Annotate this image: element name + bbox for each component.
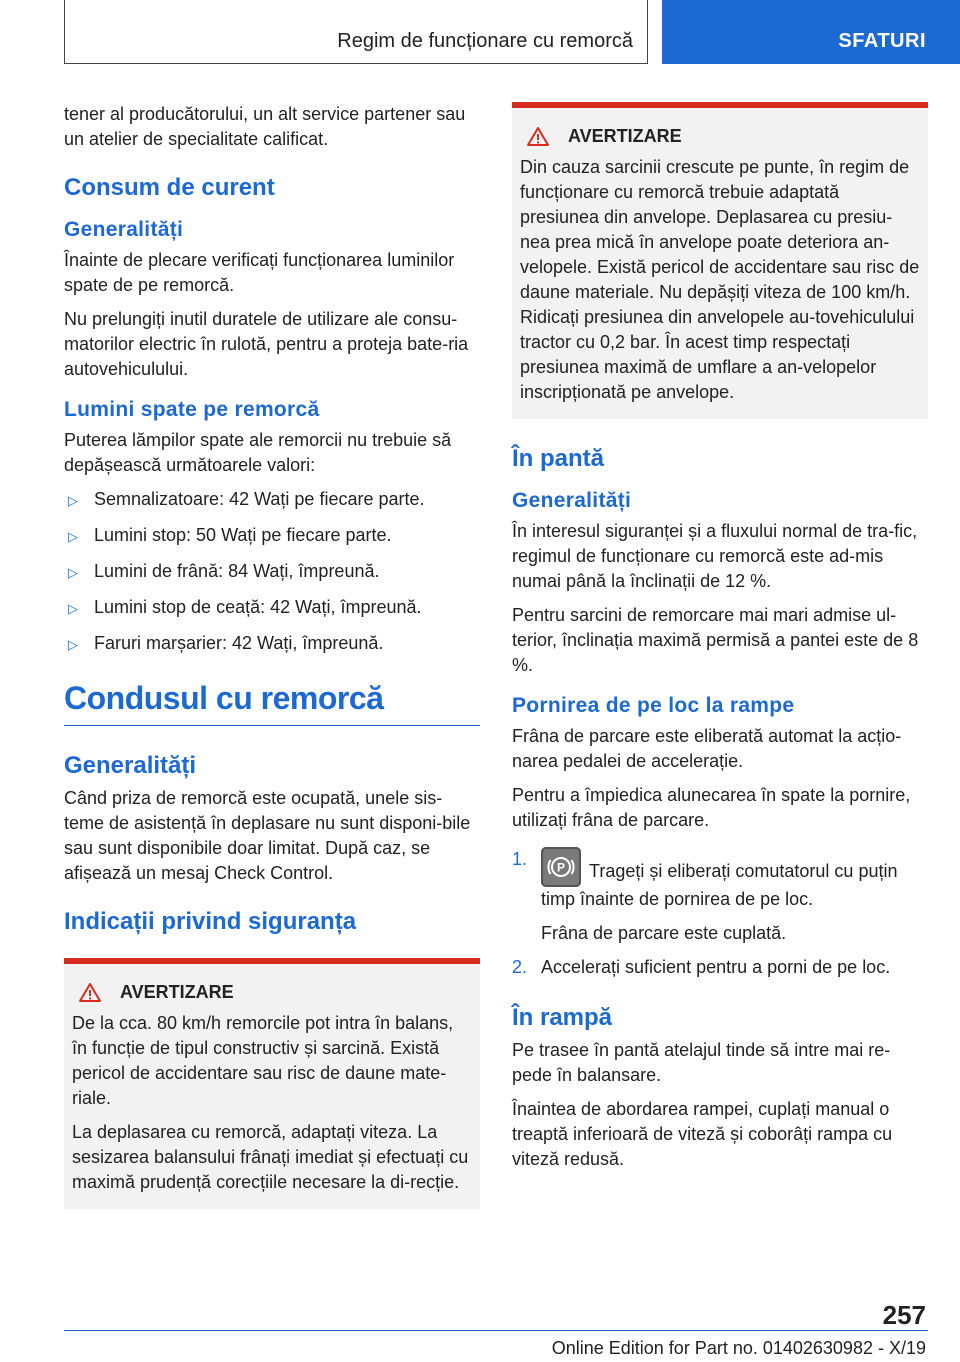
list-item: ▷ Lumini de frână: 84 Wați, împreună. <box>64 559 480 584</box>
heading-in-rampa: În rampă <box>512 1004 613 1031</box>
footer-edition: Online Edition for Part no. 01402630982 - X/19 <box>551 1338 926 1358</box>
heading-indicatii-siguranta: Indicații privind siguranța <box>64 908 357 935</box>
triangle-bullet-icon: ▷ <box>68 565 78 580</box>
list-item: ▷ Semnalizatoare: 42 Wați pe fiecare parte. <box>64 487 480 512</box>
parking-brake-switch-icon <box>541 847 581 887</box>
section-tab-label: SFATURI <box>838 30 926 52</box>
paragraph-rampa2: Înaintea de abordarea rampei, cuplați manual o treaptă inferioară de viteză și coborâți rampa cu viteză redusă. <box>512 1099 893 1169</box>
warning-title: AVERTIZARE <box>72 982 472 1003</box>
heading-condusul-cu-remorca: Condusul cu remorcă <box>64 680 480 726</box>
paragraph-lumini: Puterea lămpilor spate ale remorcii nu trebuie să depășească următoarele valori: <box>64 430 452 475</box>
heading-lumini-spate: Lumini spate pe remorcă <box>64 398 320 421</box>
paragraph-porn1: Frâna de parcare este eliberată automat la acțio-narea pedalei de accelerație. <box>512 726 902 771</box>
heading-pornirea-rampe: Pornirea de pe loc la rampe <box>512 694 795 717</box>
list-item: 1. P Trageți și eliberați comutatorul cu puțin timp înainte de pornirea de pe loc. Frâna de parcare este cuplată. <box>512 847 928 946</box>
intro-paragraph: tener al producătorului, un alt service partener sau un atelier de specialitate calificat. <box>64 104 466 149</box>
list-item: ▷ Lumini stop de ceață: 42 Wați, împreună. <box>64 595 480 620</box>
header-title-box <box>64 0 648 64</box>
steps-list <box>512 847 928 980</box>
paragraph-gen3a: În interesul siguranței și a fluxului normal de tra-fic, regimul de funcționare cu remorcă este ad-mis numai până la înclinații de 12 %. <box>512 521 918 591</box>
heading-generalitati-1: Generalități <box>64 218 184 241</box>
paragraph-porn2: Pentru a împiedica alunecarea în spate la pornire, utilizați frâna de parcare. <box>512 785 911 830</box>
heading-in-panta: În pantă <box>512 445 605 472</box>
header-section-tab[interactable] <box>662 0 960 64</box>
warning-box-left <box>64 958 480 1209</box>
triangle-bullet-icon: ▷ <box>68 637 78 652</box>
page-number: 257 <box>882 1300 926 1330</box>
step-number: 1. <box>512 849 528 869</box>
list-item: 2. Accelerați suficient pentru a porni de pe loc. <box>512 955 928 980</box>
warning-box-right <box>512 102 928 419</box>
warning-paragraph: Din cauza sarcinii crescute pe punte, în regim de funcționare cu remorcă trebuie adaptată presiunea din anvelope. Deplasarea cu presiu-nea prea mică în anvelope poate deteriora an-velopele. Există pericol de accidentare sau risc de daune materiale. Nu depășiți viteza de 100 km/h. Ridicați presiunea din anvelopele au-tovehiculului tractor cu 0,2 bar. În acest timp respectați presiunea maximă de umflare a an-velopelor inscripționată pe anvelope. <box>520 157 920 402</box>
left-column <box>64 102 480 1209</box>
heading-consum-curent: Consum de curent <box>64 174 275 201</box>
warning-triangle-icon <box>78 982 102 1003</box>
heading-generalitati-2: Generalități <box>64 752 197 779</box>
warning-title: AVERTIZARE <box>520 126 920 147</box>
warning-paragraph-2: La deplasarea cu remorcă, adaptați viteza. La sesizarea balansului frânați imediat și efectuați cu maximă prudență corecțiile necesare la di-recție. <box>72 1122 469 1192</box>
paragraph-gen3b: Pentru sarcini de remorcare mai mari admise ul-terior, înclinația maximă permisă a pantei este de 8 %. <box>512 605 919 675</box>
paragraph-gen1b: Nu prelungiți inutil duratele de utilizare ale consu-matorilor electric în rulotă, pentru a proteja bate-ria autovehiculului. <box>64 309 469 379</box>
paragraph-gen2: Când priza de remorcă este ocupată, unele sis-teme de asistență în deplasare nu sunt disponi-bile sau sunt disponibile doar limitat. După caz, se afișează un mesaj Check Control. <box>64 788 471 883</box>
header-title: Regim de funcționare cu remorcă <box>337 30 633 52</box>
lamp-power-list <box>64 487 480 656</box>
paragraph-gen1a: Înainte de plecare verificați funcționarea luminilor spate de pe remorcă. <box>64 250 455 295</box>
list-item: ▷ Faruri marșarier: 42 Wați, împreună. <box>64 631 480 656</box>
triangle-bullet-icon: ▷ <box>68 493 78 508</box>
footer-divider <box>64 1330 928 1331</box>
triangle-bullet-icon: ▷ <box>68 529 78 544</box>
step-number: 2. <box>512 957 528 977</box>
triangle-bullet-icon: ▷ <box>68 601 78 616</box>
svg-text:P: P <box>556 860 566 875</box>
warning-paragraph-1: De la cca. 80 km/h remorcile pot intra în balans, în funcție de tipul constructiv și sarcină. Există pericol de accidentare sau risc de daune mate-riale. <box>72 1013 454 1108</box>
warning-triangle-icon <box>526 126 550 147</box>
heading-generalitati-3: Generalități <box>512 489 632 512</box>
step-sub-text: Frâna de parcare este cuplată. <box>541 923 787 943</box>
paragraph-rampa1: Pe trasee în pantă atelajul tinde să intre mai re-pede în balansare. <box>512 1040 891 1085</box>
list-item: ▷ Lumini stop: 50 Wați pe fiecare parte. <box>64 523 480 548</box>
right-column <box>512 102 928 1181</box>
